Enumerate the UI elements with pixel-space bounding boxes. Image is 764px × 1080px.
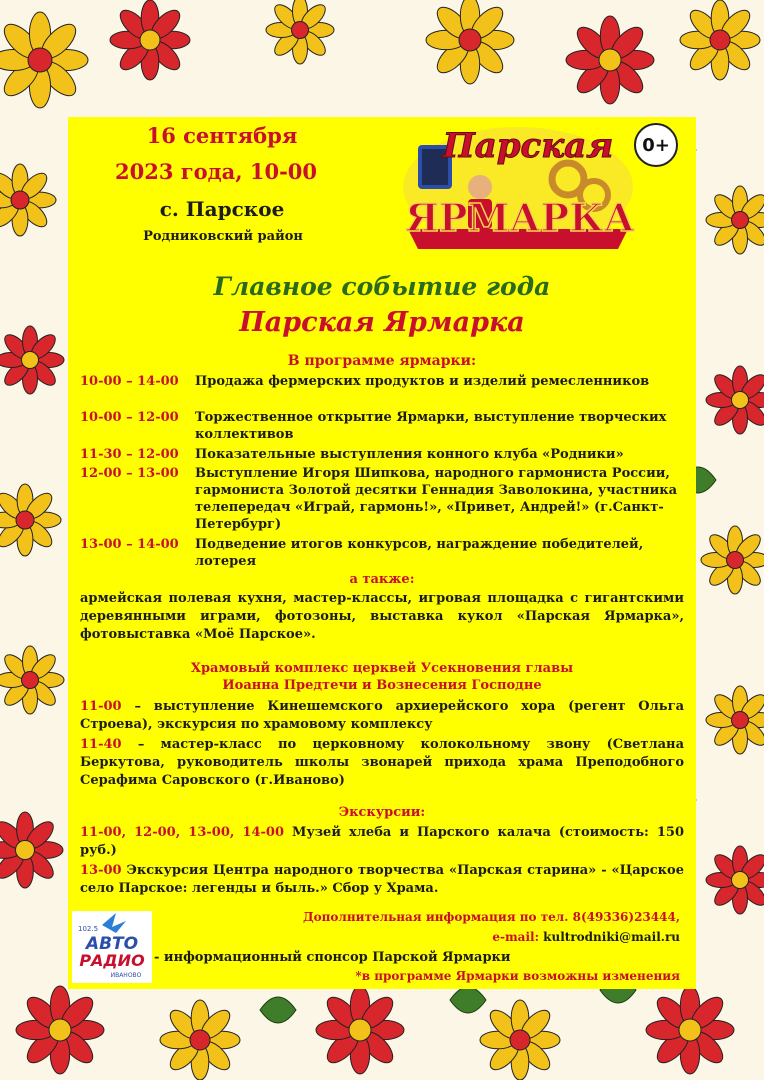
- excursion-time: 13-00: [80, 863, 122, 878]
- excursion-time: 11-00, 12-00, 13-00, 14-00: [80, 825, 285, 840]
- contact-phone: Дополнительная информация по тел. 8(49336)23444,: [302, 910, 680, 924]
- program-item: [80, 536, 680, 570]
- excursion-item: [80, 824, 684, 860]
- excursion-item: [80, 862, 684, 898]
- temple-item: [80, 698, 684, 734]
- temple-time: 11-40: [80, 737, 122, 752]
- program-desc: Торжественное открытие Ярмарки, выступление творческих коллективов: [195, 410, 667, 442]
- main-title: Главное событие года: [213, 272, 551, 301]
- email-label: e-mail:: [492, 930, 544, 944]
- temple-time: 11-00: [80, 699, 122, 714]
- age-rating-badge: 0+: [634, 123, 678, 167]
- program-time: 10-00 – 12-00: [80, 410, 179, 425]
- temple-heading: [68, 660, 696, 694]
- program-desc: Показательные выступления конного клуба «Родники»: [195, 447, 624, 462]
- temple-item: [80, 736, 684, 790]
- also-heading: а также:: [349, 572, 415, 587]
- temple-desc: – мастер-класс по церковному колокольному звону (Светлана Беркутова, руководитель школы звонарей прихода храма Преподобного Серафима Саровского (г.Иваново): [80, 737, 684, 788]
- program-desc: Выступление Игоря Шипкова, народного гармониста России, гармониста Золотой десятки Геннадия Заволокина, участника телепередач «Играй, гармонь!», «Привет, Андрей!» (г.Санкт-Петербург): [195, 466, 678, 532]
- program-desc: Подведение итогов конкурсов, награждение победителей, лотерея: [195, 537, 644, 569]
- program-item: [80, 409, 680, 443]
- logo-word-yarmarka: ЯРМАРКА: [405, 195, 635, 240]
- email-link[interactable]: kultrodniki@mail.ru: [543, 930, 680, 944]
- logo-freq: 102.5: [78, 925, 99, 933]
- program-item: [80, 465, 680, 533]
- program-heading: В программе ярмарки:: [287, 353, 477, 369]
- temple-heading-line1: Храмовый комплекс церквей Усекновения главы: [190, 661, 574, 676]
- program-time: 12-00 – 13-00: [80, 466, 179, 481]
- main-subtitle: Парская Ярмарка: [239, 307, 525, 338]
- program-item: [80, 373, 680, 390]
- sponsor-text: - информационный спонсор Парской Ярмарки: [154, 950, 511, 965]
- event-district: Родниковский район: [143, 229, 303, 244]
- excursion-desc: Экскурсия Центра народного творчества «Парская старина» - «Царское село Парское: легенды и быль.» Сбор у Храма.: [80, 863, 684, 896]
- program-time: 10-00 – 14-00: [80, 374, 179, 389]
- program-time: 13-00 – 14-00: [80, 537, 179, 552]
- logo-city: ИВАНОВО: [110, 972, 142, 979]
- excursions-heading: Экскурсии:: [338, 805, 426, 820]
- event-village: с. Парское: [159, 197, 285, 221]
- event-year-time: 2023 года, 10-00: [114, 159, 318, 184]
- disclaimer: *в программе Ярмарки возможны изменения: [355, 969, 680, 983]
- logo-radio: РАДИО: [79, 951, 145, 970]
- also-text: армейская полевая кухня, мастер-классы, игровая площадка с гигантскими деревянными играми, фотозоны, выставка кукол «Парская Ярмарка», фотовыставка «Моё Парское».: [80, 591, 684, 642]
- content-panel: [68, 117, 696, 989]
- logo-avto: АВТО: [85, 934, 139, 954]
- temple-heading-line2: Иоанна Предтечи и Вознесения Господне: [222, 678, 542, 693]
- logo-word-parskaya: Парская: [442, 126, 614, 166]
- excursion-desc: Музей хлеба и Парского калача (стоимость: 150 руб.): [80, 825, 684, 858]
- temple-desc: – выступление Кинешемского архиерейского хора (регент Ольга Строева), экскурсия по храмовому комплексу: [80, 699, 684, 732]
- program-item: [80, 446, 680, 463]
- contact-email-line: [68, 930, 680, 944]
- program-time: 11-30 – 12-00: [80, 447, 179, 462]
- fair-logo: [398, 117, 638, 252]
- event-date: 16 сентября: [146, 123, 298, 148]
- program-desc: Продажа фермерских продуктов и изделий ремесленников: [195, 374, 650, 389]
